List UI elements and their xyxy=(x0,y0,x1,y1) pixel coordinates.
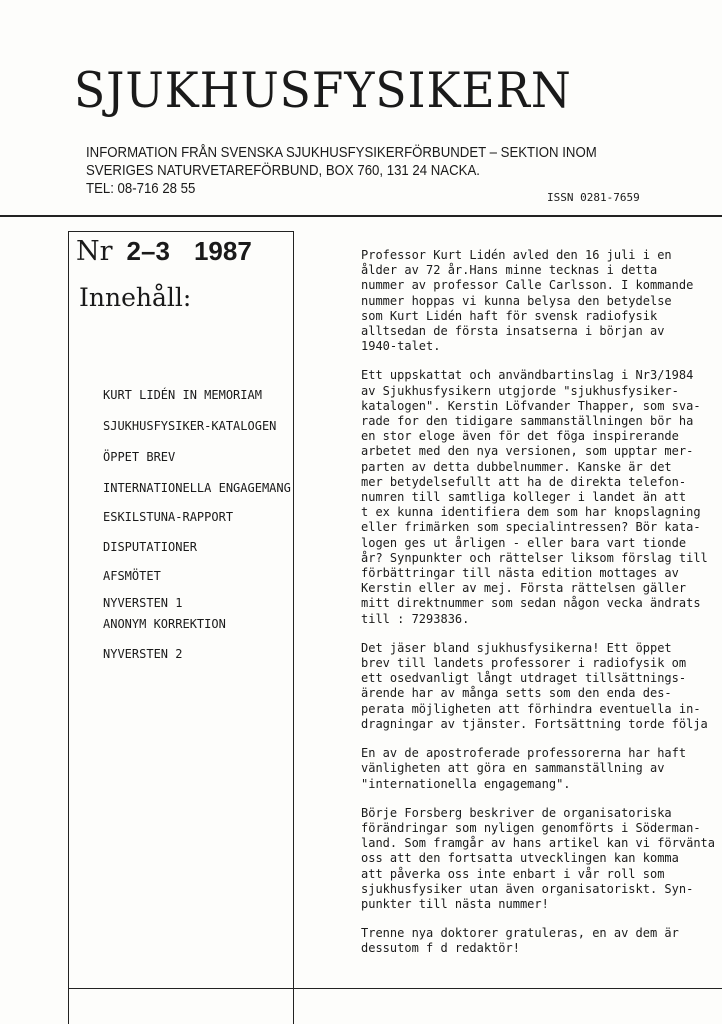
issue-number xyxy=(76,236,252,267)
toc-item: KURT LIDÉN IN MEMORIAM xyxy=(103,388,262,402)
toc-item: NYVERSTEN 1 xyxy=(103,596,183,610)
issn-number: ISSN 0281-7659 xyxy=(547,191,640,204)
toc-item: ÖPPET BREV xyxy=(103,450,176,464)
toc-item: INTERNATIONELLA ENGAGEMANG xyxy=(103,481,291,495)
toc-item: ANONYM KORREKTION xyxy=(103,617,226,631)
issue-year: 1987 xyxy=(193,236,252,266)
editorial-paragraph: Ett uppskattat och användbartinslag i Nr3/1984 av Sjukhusfysikern utgjorde "sjukhusfysiker- katalogen". Kerstin Löfvander Thapper, som sva- rade for den tidigare sammanställningen bör ha en stor eloge även för det föga inspirerande arbetet med den nya versionen, som upptar mer- parten av detta dubbelnummer. Kanske är det mer betydelsefullt att ha de direkta telefon- numren till samtliga kolleger i landet än att t ex kunna identifiera dem som har knopslagning eller frimärken som specialintressen? Bör kata- logen ges ut årligen - eller bara vart tionde år? Synpunkter och rättelser liksom förslag till förbättringar till nästa edition mottages av Kerstin eller av mej. Första rättelsen gäller mitt direktnummer som sedan någon vecka ändrats till : 7293836. xyxy=(361,368,708,626)
publisher-phone: TEL: 08-716 28 55 xyxy=(86,180,196,197)
contents-heading: Innehåll: xyxy=(79,283,192,312)
editorial-paragraph: En av de apostroferade professorerna har haft vänligheten att göra en sammanställning av "internationella engagemang". xyxy=(361,746,687,791)
publication-title: SJUKHUSFYSIKERN xyxy=(74,62,572,119)
bottom-divider xyxy=(68,988,722,989)
editorial-paragraph: Trenne nya doktorer gratuleras, en av dem är dessutom f d redaktör! xyxy=(361,926,679,956)
toc-item: SJUKHUSFYSIKER-KATALOGEN xyxy=(103,419,277,433)
contents-box-left-border xyxy=(68,231,69,1024)
toc-item: ESKILSTUNA-RAPPORT xyxy=(103,510,234,524)
editorial-paragraph: Det jäser bland sjukhusfysikerna! Ett öppet brev till landets professorer i radiofysik om ett osedvanligt långt utdraget tillsättnings- ärende har av många setts som den enda des- perata möjligheten att förhindra eventuella in- dragningar av tjänster. Fortsättning torde följa xyxy=(361,640,708,731)
column-divider xyxy=(293,231,294,1024)
publisher-line-2: SVERIGES NATURVETAREFÖRBUND, BOX 760, 131 24 NACKA. xyxy=(86,162,480,179)
masthead-divider xyxy=(0,215,722,217)
editorial-paragraph: Börje Forsberg beskriver de organisatoriska förändringar som nyligen genomförts i Söderman- land. Som framgår av hans artikel kan vi förvänta oss att den fortsatta utvecklingen kan komma att påverka oss inte enbart i vår roll som sjukhusfysiker utan även organisatoriskt. Syn- punkter till nästa nummer! xyxy=(361,805,716,911)
editorial-paragraph: Professor Kurt Lidén avled den 16 juli i en ålder av 72 år.Hans minne tecknas i detta nummer av professor Calle Carlsson. I kommande nummer hoppas vi kunna belysa den betydelse som Kurt Lidén haft för svensk radiofysik alltsedan de första insatserna i början av 1940-talet. xyxy=(361,248,694,354)
contents-box-top-border xyxy=(68,231,294,232)
issue-nr-label: Nr xyxy=(76,236,113,267)
toc-item: AFSMÖTET xyxy=(103,569,161,583)
toc-item: DISPUTATIONER xyxy=(103,540,197,554)
publisher-info xyxy=(86,144,614,198)
editorial-text xyxy=(361,248,722,971)
toc-item: NYVERSTEN 2 xyxy=(103,647,183,661)
publisher-line-1: INFORMATION FRÅN SVENSKA SJUKHUSFYSIKERFÖRBUNDET – SEKTION INOM xyxy=(86,144,597,161)
issue-number-value: 2–3 xyxy=(126,236,170,266)
